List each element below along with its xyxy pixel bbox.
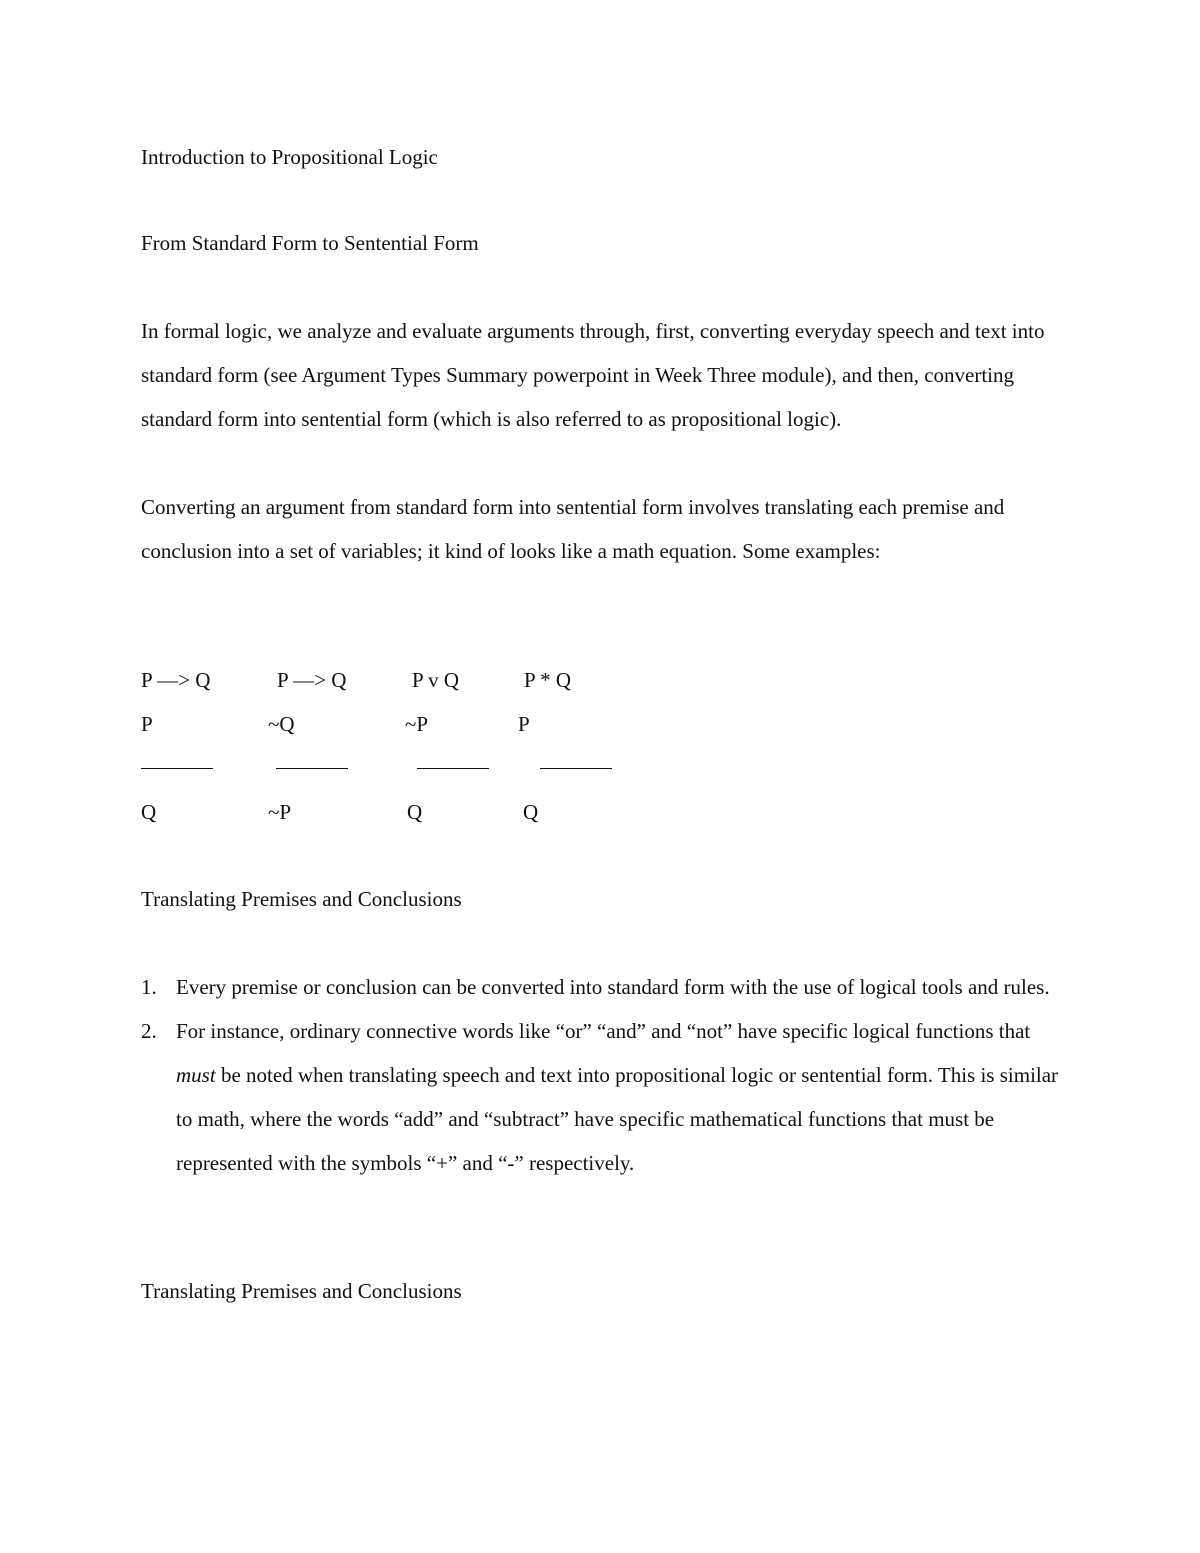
- argument-4-premise-1: P * Q: [524, 668, 572, 692]
- conversion-paragraph: Converting an argument from standard form into sentential form involves translating each premise and conclusion into a set of variables; it kind of looks like a math equation. Some examples:: [141, 495, 1005, 563]
- section-heading-standard-to-sentential: From Standard Form to Sentential Form: [141, 231, 479, 255]
- argument-2-conclusion: ~P: [268, 800, 292, 824]
- argument-3-conclusion: Q: [407, 800, 423, 824]
- argument-2-conclusion-line: [276, 768, 348, 769]
- argument-3-premise-1: P v Q: [412, 668, 460, 692]
- argument-1-conclusion: Q: [141, 800, 157, 824]
- list-item-text-before: For instance, ordinary connective words like “or” “and” and “not” have specific logical functions that: [176, 1019, 1031, 1043]
- numbered-list: [141, 965, 1071, 1185]
- argument-2-premise-1: P —> Q: [277, 668, 347, 692]
- argument-1-premise-1: P —> Q: [141, 668, 211, 692]
- argument-3-conclusion-line: [417, 768, 489, 769]
- argument-2-premise-2: ~Q: [268, 712, 295, 736]
- section-heading-translating-repeat: Translating Premises and Conclusions: [141, 1279, 462, 1303]
- list-item-number: 1.: [141, 975, 157, 999]
- argument-3-premise-2: ~P: [405, 712, 429, 736]
- list-item-text: Every premise or conclusion can be converted into standard form with the use of logical tools and rules.: [176, 975, 1050, 999]
- argument-1-conclusion-line: [141, 768, 213, 769]
- list-item-number: 2.: [141, 1019, 157, 1043]
- list-item-text-after: be noted when translating speech and text into propositional logic or sentential form. This is similar to math, where the words “add” and “subtract” have specific mathematical functions that must be represented with the symbols “+” and “-” respectively.: [176, 1063, 1059, 1175]
- argument-4-conclusion-line: [540, 768, 612, 769]
- argument-4-premise-2: P: [518, 712, 530, 736]
- document-title: Introduction to Propositional Logic: [141, 145, 438, 169]
- list-item: [141, 965, 1071, 1009]
- argument-1-premise-2: P: [141, 712, 153, 736]
- intro-paragraph: In formal logic, we analyze and evaluate arguments through, first, converting everyday speech and text into standard form (see Argument Types Summary powerpoint in Week Three module), and then, converting standard form into sentential form (which is also referred to as propositional logic).: [141, 319, 1045, 431]
- list-item: [141, 1009, 1071, 1185]
- argument-4-conclusion: Q: [523, 800, 539, 824]
- list-item-emphasis: must: [176, 1063, 216, 1087]
- section-heading-translating: Translating Premises and Conclusions: [141, 887, 462, 911]
